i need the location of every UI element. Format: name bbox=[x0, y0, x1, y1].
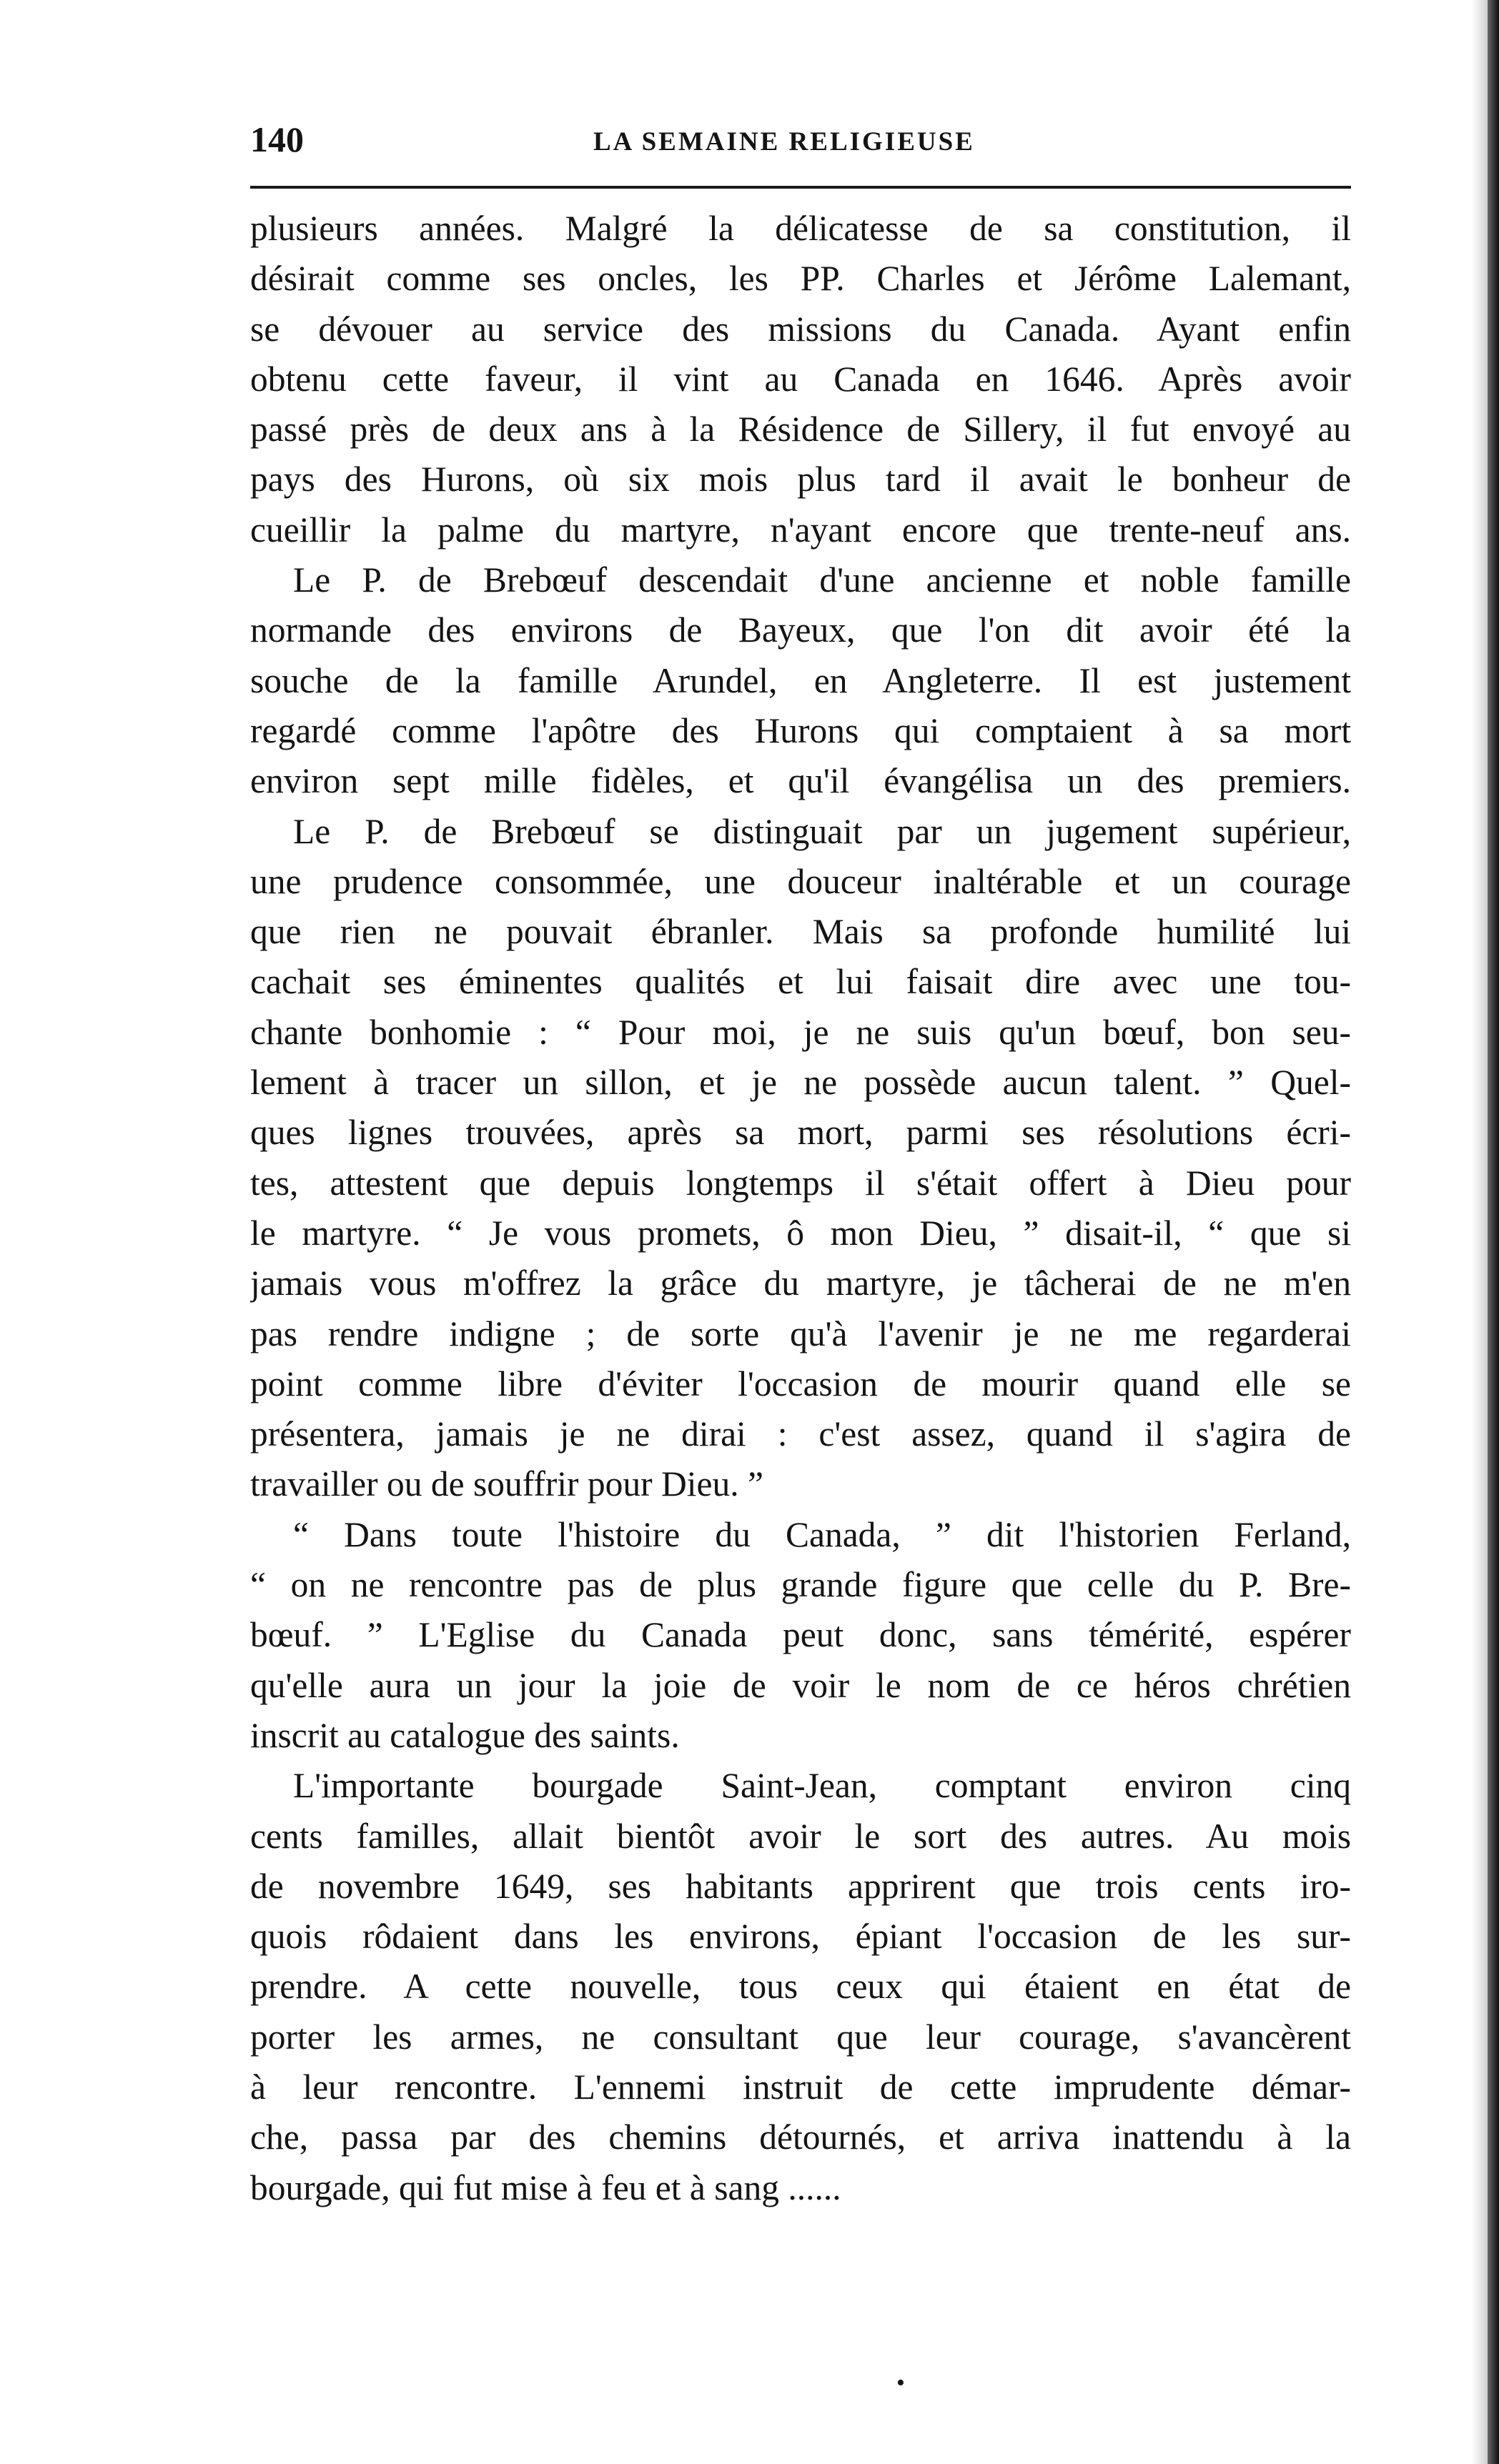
text-line: porter les armes, ne consultant que leur courage, s'avancèrent bbox=[250, 2017, 1351, 2057]
header-rule bbox=[250, 186, 1351, 189]
paragraph-end-line: travailler ou de souffrir pour Dieu. ” bbox=[250, 1464, 763, 1504]
text-line: à leur rencontre. L'ennemi instruit de cette imprudente démar- bbox=[250, 2067, 1351, 2107]
text-line: tes, attestent que depuis longtemps il s'était offert à Dieu pour bbox=[250, 1163, 1351, 1203]
text-line: chante bonhomie : “ Pour moi, je ne suis qu'un bœuf, bon seu- bbox=[250, 1012, 1351, 1052]
text-line: point comme libre d'éviter l'occasion de mourir quand elle se bbox=[250, 1363, 1351, 1404]
running-title: LA SEMAINE RELIGIEUSE bbox=[593, 127, 975, 157]
paragraph-start-line: Le P. de Brebœuf descendait d'une ancienne et noble famille bbox=[293, 560, 1351, 600]
text-line: environ sept mille fidèles, et qu'il évangélisa un des premiers. bbox=[250, 761, 1351, 801]
text-line: une prudence consommée, une douceur inaltérable et un courage bbox=[250, 861, 1351, 901]
paragraph-start-line: Le P. de Brebœuf se distinguait par un jugement supérieur, bbox=[293, 811, 1351, 851]
text-line: passé près de deux ans à la Résidence de Sillery, il fut envoyé au bbox=[250, 409, 1351, 449]
foot-mark: • bbox=[896, 2370, 905, 2396]
text-line: jamais vous m'offrez la grâce du martyre, je tâcherai de ne m'en bbox=[250, 1263, 1351, 1303]
text-line: que rien ne pouvait ébranler. Mais sa profonde humilité lui bbox=[250, 912, 1351, 952]
body-text bbox=[250, 204, 1351, 2213]
text-line: se dévouer au service des missions du Canada. Ayant enfin bbox=[250, 309, 1351, 349]
text-line: désirait comme ses oncles, les PP. Charles et Jérôme Lalemant, bbox=[250, 259, 1351, 299]
text-line: pas rendre indigne ; de sorte qu'à l'avenir je ne me regarderai bbox=[250, 1313, 1351, 1353]
text-line: normande des environs de Bayeux, que l'on dit avoir été la bbox=[250, 610, 1351, 650]
text-line: cueillir la palme du martyre, n'ayant encore que trente-neuf ans. bbox=[250, 510, 1351, 550]
text-line: plusieurs années. Malgré la délicatesse de sa constitution, il bbox=[250, 209, 1351, 248]
text-line: obtenu cette faveur, il vint au Canada en 1646. Après avoir bbox=[250, 359, 1351, 399]
text-line: “ on ne rencontre pas de plus grande figure que celle du P. Bre- bbox=[250, 1565, 1351, 1605]
paragraph-start-line: L'importante bourgade Saint-Jean, comptant environ cinq bbox=[293, 1766, 1351, 1806]
page-edge-shadow bbox=[1472, 0, 1488, 2464]
text-line: che, passa par des chemins détournés, et arriva inattendu à la bbox=[250, 2117, 1351, 2157]
page-number: 140 bbox=[250, 119, 304, 159]
page-header bbox=[250, 114, 1351, 164]
text-line: cachait ses éminentes qualités et lui faisait dire avec une tou- bbox=[250, 962, 1351, 1002]
text-line: pays des Hurons, où six mois plus tard il avait le bonheur de bbox=[250, 459, 1351, 500]
text-line: présentera, jamais je ne dirai : c'est assez, quand il s'agira de bbox=[250, 1414, 1351, 1454]
paragraph-end-line: inscrit au catalogue des saints. bbox=[250, 1715, 680, 1755]
page-edge bbox=[1488, 0, 1499, 2464]
text-line: prendre. A cette nouvelle, tous ceux qui étaient en état de bbox=[250, 1967, 1351, 2007]
text-line: bœuf. ” L'Eglise du Canada peut donc, sans témérité, espérer bbox=[250, 1615, 1351, 1655]
text-line: souche de la famille Arundel, en Angleterre. Il est justement bbox=[250, 660, 1351, 700]
text-line: qu'elle aura un jour la joie de voir le nom de ce héros chrétien bbox=[250, 1665, 1351, 1705]
text-line: quois rôdaient dans les environs, épiant l'occasion de les sur- bbox=[250, 1917, 1351, 1957]
paragraph-end-line: bourgade, qui fut mise à feu et à sang ...... bbox=[250, 2167, 841, 2207]
paragraph-start-line: “ Dans toute l'histoire du Canada, ” dit l'historien Ferland, bbox=[293, 1514, 1351, 1554]
text-line: regardé comme l'apôtre des Hurons qui comptaient à sa mort bbox=[250, 710, 1351, 750]
text-line: lement à tracer un sillon, et je ne possède aucun talent. ” Quel- bbox=[250, 1063, 1351, 1103]
text-line: cents familles, allait bientôt avoir le sort des autres. Au mois bbox=[250, 1816, 1351, 1856]
text-line: le martyre. “ Je vous promets, ô mon Dieu, ” disait-il, “ que si bbox=[250, 1213, 1351, 1253]
text-line: ques lignes trouvées, après sa mort, parmi ses résolutions écri- bbox=[250, 1113, 1351, 1153]
text-line: de novembre 1649, ses habitants apprirent que trois cents iro- bbox=[250, 1866, 1351, 1906]
